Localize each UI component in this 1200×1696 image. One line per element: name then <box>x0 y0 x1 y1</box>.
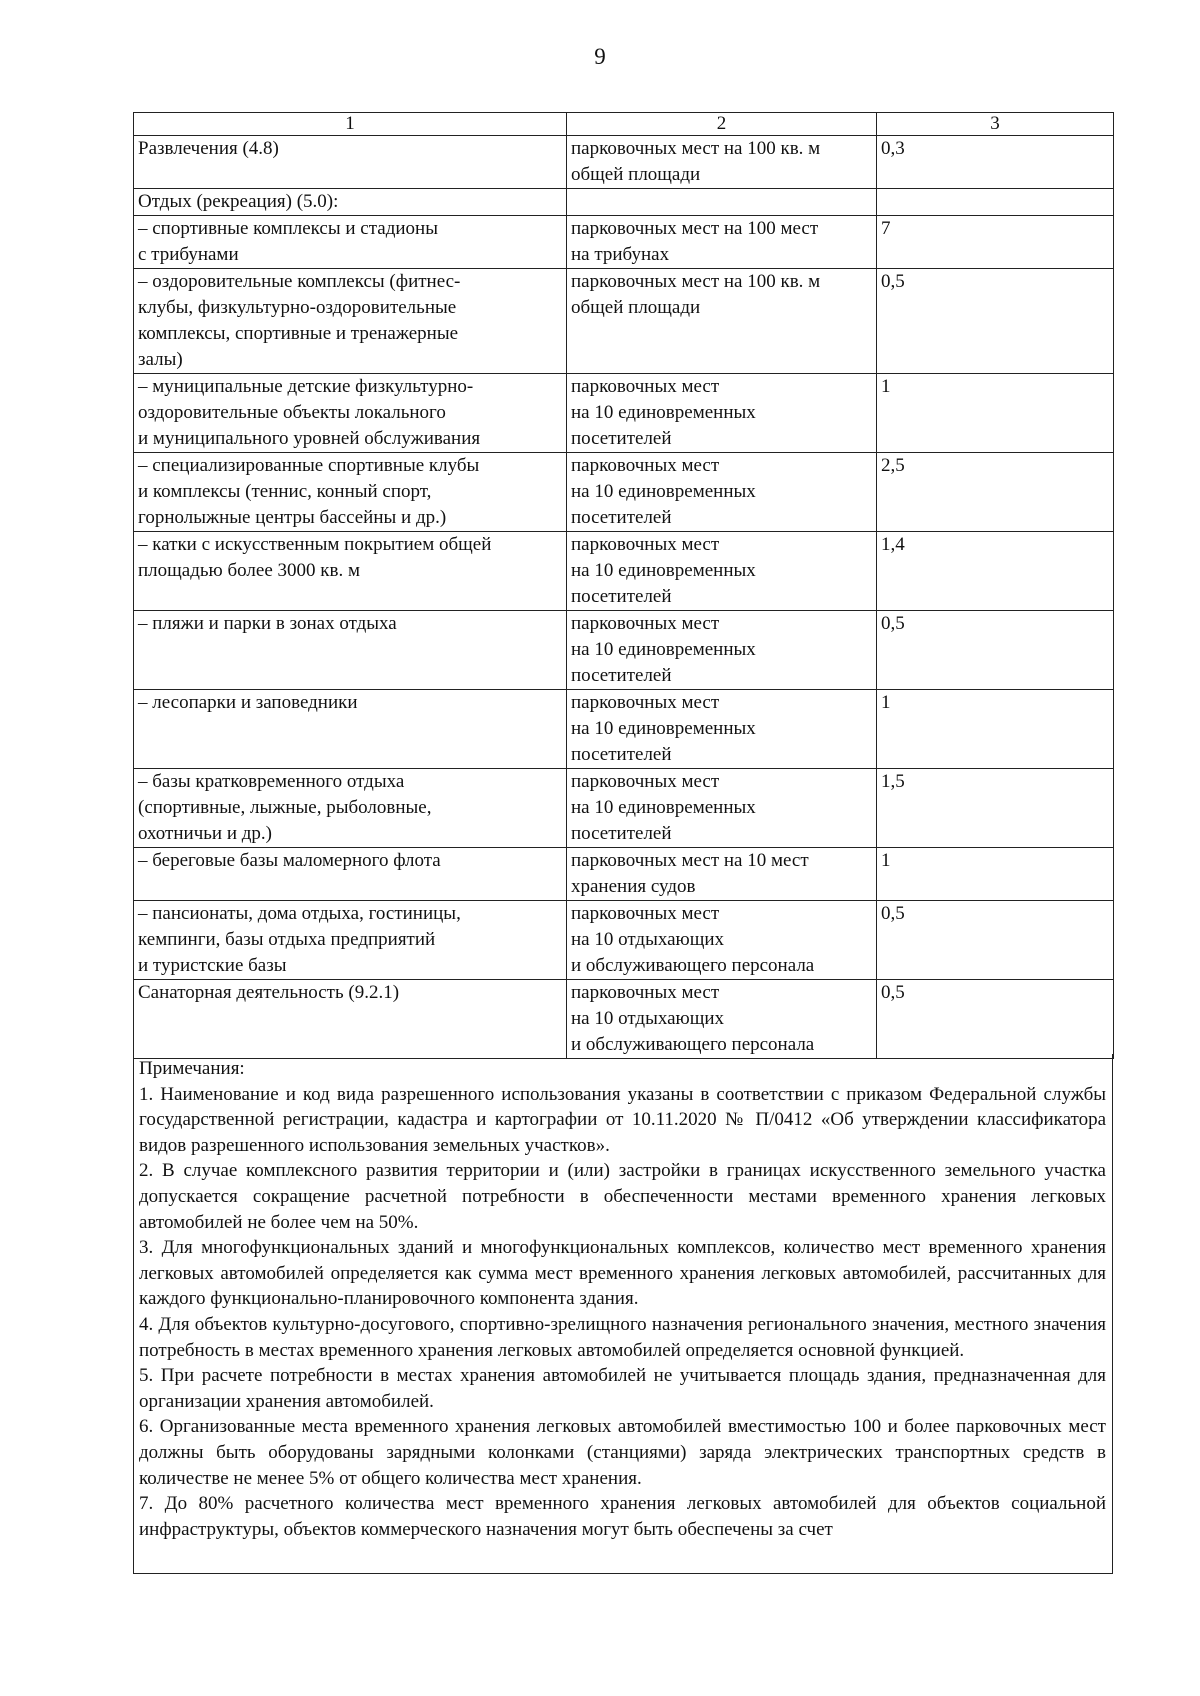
cell-line: – катки с искусственным покрытием общей <box>138 534 492 555</box>
column-header: 2 <box>567 113 877 136</box>
cell-line: парковочных мест <box>571 455 720 476</box>
cell-line: посетителей <box>571 586 672 607</box>
cell-line: посетителей <box>571 823 672 844</box>
table-row <box>134 611 1114 690</box>
cell-line: (спортивные, лыжные, рыболовные, <box>138 797 432 818</box>
notes-section <box>133 1054 1113 1574</box>
table-header-row <box>134 113 1114 136</box>
cell-line: общей площади <box>571 297 701 318</box>
cell-line: комплексы, спортивные и тренажерные <box>138 323 459 344</box>
table-row <box>134 453 1114 532</box>
cell-line: посетителей <box>571 744 672 765</box>
norm-value-cell: 0,5 <box>877 980 1114 1059</box>
object-type-cell <box>134 216 567 269</box>
note-item: 6. Организованные места временного хранения легковых автомобилей вместимостью 100 и более парковочных мест должны быть оборудованы зарядными колонками (станциями) заряда электрических транспортных средств в количестве не менее 5% от общего количества мест хранения. <box>139 1416 1106 1489</box>
norm-value-cell: 1 <box>877 848 1114 901</box>
norm-value-cell: 0,5 <box>877 269 1114 374</box>
cell-line: кемпинги, базы отдыха предприятий <box>138 929 436 950</box>
cell-line: на 10 единовременных <box>571 797 756 818</box>
unit-cell <box>567 690 877 769</box>
object-type-cell <box>134 901 567 980</box>
note-item: 2. В случае комплексного развития территории и (или) застройки в границах искусственного земельного участка допускается сокращение расчетной потребности в обеспеченности местами временного хранения легковых автомобилей не более чем на 50%. <box>139 1160 1106 1233</box>
cell-line: с трибунами <box>138 244 239 265</box>
note-item: 1. Наименование и код вида разрешенного использования указаны в соответствии с приказом Федеральной службы государственной регистрации, кадастра и картографии от 10.11.2020 № П/0412 «Об утверждении классификатора видов разрешенного использования земельных участков». <box>139 1083 1106 1156</box>
cell-line: парковочных мест <box>571 376 720 397</box>
note-item: 5. При расчете потребности в местах хранения автомобилей не учитывается площадь здания, предназначенная для организации хранения автомобилей. <box>139 1365 1106 1412</box>
cell-line: парковочных мест на 100 мест <box>571 218 819 239</box>
unit-cell <box>567 611 877 690</box>
cell-line: и обслуживающего персонала <box>571 1034 815 1055</box>
cell-line: посетителей <box>571 428 672 449</box>
object-type-cell <box>134 374 567 453</box>
norm-value-cell: 0,5 <box>877 901 1114 980</box>
cell-line: парковочных мест на 100 кв. м <box>571 271 821 292</box>
cell-line: на 10 отдыхающих <box>571 1008 725 1029</box>
unit-cell <box>567 769 877 848</box>
object-type-cell <box>134 690 567 769</box>
norm-value-cell: 1,4 <box>877 532 1114 611</box>
object-type-cell <box>134 769 567 848</box>
cell-line: и комплексы (теннис, конный спорт, <box>138 481 432 502</box>
cell-line: общей площади <box>571 164 701 185</box>
cell-line: парковочных мест <box>571 692 720 713</box>
cell-line: парковочных мест на 10 мест <box>571 850 809 871</box>
column-header: 1 <box>134 113 567 136</box>
cell-line: горнолыжные центры бассейны и др.) <box>138 507 447 528</box>
notes-list <box>139 1082 1106 1543</box>
unit-cell <box>567 532 877 611</box>
unit-cell <box>567 901 877 980</box>
object-type-cell <box>134 453 567 532</box>
page-number: 9 <box>594 44 606 69</box>
table-row <box>134 980 1114 1059</box>
table-row <box>134 690 1114 769</box>
cell-line: – муниципальные детские физкультурно- <box>138 376 474 397</box>
note-item: 3. Для многофункциональных зданий и многофункциональных комплексов, количество мест временного хранения легковых автомобилей определяется как сумма мест временного хранения легковых автомобилей, рассчитанных для каждого функционально-планировочного компонента здания. <box>139 1237 1106 1310</box>
notes-title: Примечания: <box>139 1058 245 1079</box>
cell-line: – оздоровительные комплексы (фитнес- <box>138 271 461 292</box>
unit-cell <box>567 189 877 216</box>
cell-line: парковочных мест <box>571 903 720 924</box>
cell-line: парковочных мест на 100 кв. м <box>571 138 821 159</box>
object-type-cell <box>134 848 567 901</box>
object-type-cell <box>134 136 567 189</box>
object-type-cell <box>134 269 567 374</box>
cell-line: – пансионаты, дома отдыха, гостиницы, <box>138 903 461 924</box>
table-row <box>134 216 1114 269</box>
object-type-cell <box>134 611 567 690</box>
cell-line: посетителей <box>571 507 672 528</box>
norm-value-cell: 1 <box>877 690 1114 769</box>
table-row <box>134 189 1114 216</box>
cell-line: Отдых (рекреация) (5.0): <box>138 191 339 212</box>
norm-value-cell: 0,3 <box>877 136 1114 189</box>
unit-cell <box>567 269 877 374</box>
cell-line: и туристские базы <box>138 955 287 976</box>
cell-line: – специализированные спортивные клубы <box>138 455 480 476</box>
cell-line: на 10 отдыхающих <box>571 929 725 950</box>
cell-line: на 10 единовременных <box>571 639 756 660</box>
table-row <box>134 269 1114 374</box>
unit-cell <box>567 453 877 532</box>
cell-line: на трибунах <box>571 244 670 265</box>
unit-cell <box>567 980 877 1059</box>
note-item: 4. Для объектов культурно-досугового, спортивно-зрелищного назначения регионального значения, местного значения потребность в местах временного хранения легковых автомобилей определяется основной функцией. <box>139 1313 1106 1361</box>
cell-line: Санаторная деятельность (9.2.1) <box>138 982 400 1003</box>
table-row <box>134 901 1114 980</box>
table-row <box>134 136 1114 189</box>
cell-line: – пляжи и парки в зонах отдыха <box>138 613 397 634</box>
object-type-cell <box>134 980 567 1059</box>
unit-cell <box>567 216 877 269</box>
cell-line: – лесопарки и заповедники <box>138 692 358 713</box>
cell-line: на 10 единовременных <box>571 402 756 423</box>
cell-line: парковочных мест <box>571 613 720 634</box>
cell-line: парковочных мест <box>571 771 720 792</box>
cell-line: парковочных мест <box>571 982 720 1003</box>
cell-line: посетителей <box>571 665 672 686</box>
cell-line: Развлечения (4.8) <box>138 138 279 159</box>
cell-line: хранения судов <box>571 876 696 897</box>
column-header: 3 <box>877 113 1114 136</box>
unit-cell <box>567 136 877 189</box>
cell-line: – береговые базы маломерного флота <box>138 850 441 871</box>
norm-value-cell: 1 <box>877 374 1114 453</box>
cell-line: парковочных мест <box>571 534 720 555</box>
norm-value-cell: 2,5 <box>877 453 1114 532</box>
norm-value-cell <box>877 189 1114 216</box>
cell-line: – спортивные комплексы и стадионы <box>138 218 438 239</box>
cell-line: залы) <box>138 349 183 370</box>
norm-value-cell: 0,5 <box>877 611 1114 690</box>
unit-cell <box>567 374 877 453</box>
cell-line: и обслуживающего персонала <box>571 955 815 976</box>
cell-line: на 10 единовременных <box>571 560 756 581</box>
table-row <box>134 532 1114 611</box>
cell-line: клубы, физкультурно-оздоровительные <box>138 297 457 318</box>
norm-value-cell: 7 <box>877 216 1114 269</box>
cell-line: – базы кратковременного отдыха <box>138 771 405 792</box>
table-row <box>134 769 1114 848</box>
table-row <box>134 848 1114 901</box>
object-type-cell <box>134 532 567 611</box>
object-type-cell <box>134 189 567 216</box>
table-row <box>134 374 1114 453</box>
cell-line: на 10 единовременных <box>571 481 756 502</box>
cell-line: оздоровительные объекты локального <box>138 402 446 423</box>
note-item: 7. До 80% расчетного количества мест временного хранения легковых автомобилей для объектов социальной инфраструктуры, объектов коммерческого назначения могут быть обеспечены за счет <box>139 1493 1106 1540</box>
norm-value-cell: 1,5 <box>877 769 1114 848</box>
cell-line: площадью более 3000 кв. м <box>138 560 360 581</box>
cell-line: охотничьи и др.) <box>138 823 272 844</box>
cell-line: на 10 единовременных <box>571 718 756 739</box>
unit-cell <box>567 848 877 901</box>
cell-line: и муниципального уровней обслуживания <box>138 428 481 449</box>
parking-norms-table <box>133 112 1114 1059</box>
